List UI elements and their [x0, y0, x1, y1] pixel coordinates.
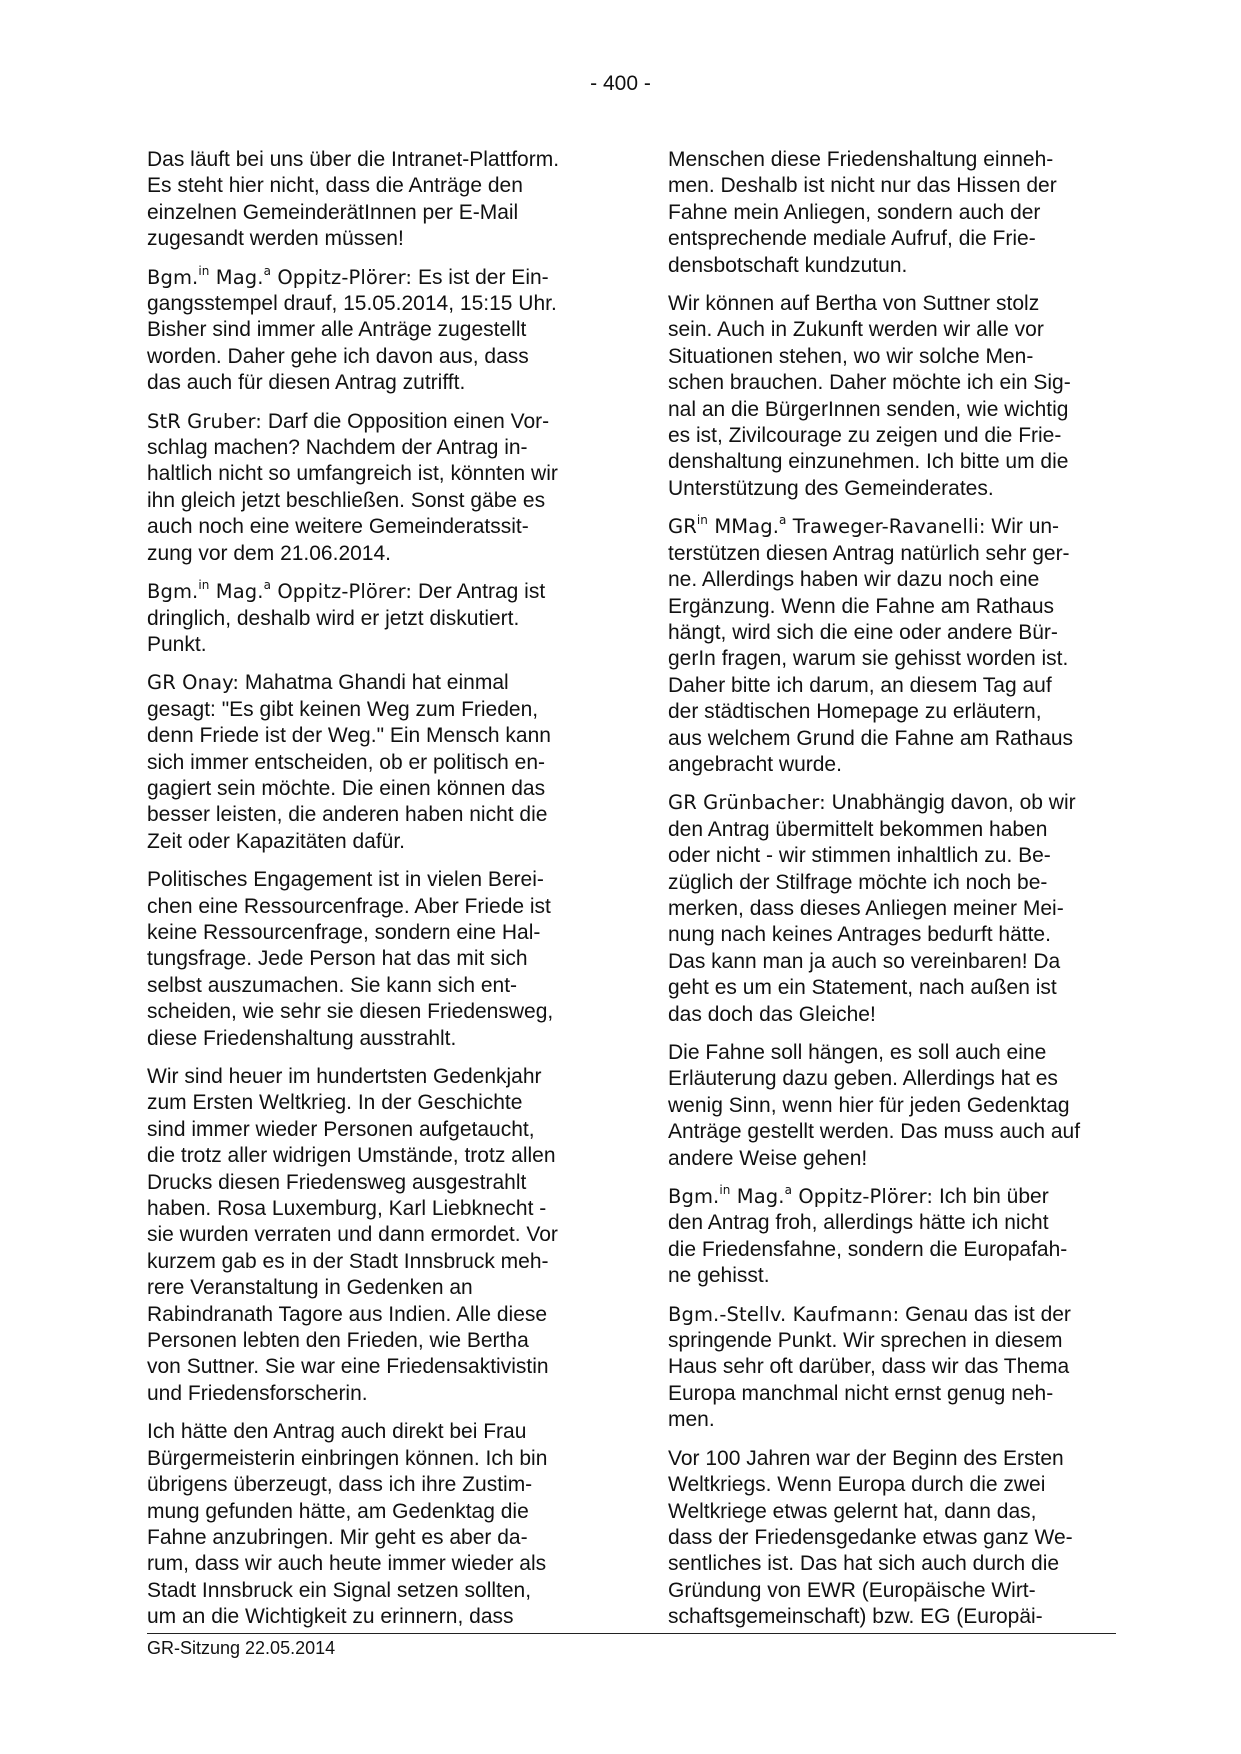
text-line: gangsstempel drauf, 15.05.2014, 15:15 Uhr. [147, 292, 557, 316]
text-line: diese Friedenshaltung ausstrahlt. [147, 1026, 457, 1050]
text-line: die trotz aller widrigen Umstände, trotz allen [147, 1144, 556, 1168]
text-line: gerIn fragen, warum sie gehisst worden ist. [668, 647, 1069, 671]
right-column [668, 147, 1118, 1643]
text-line: chen eine Ressourcenfrage. Aber Friede ist [147, 894, 551, 918]
text-line: besser leisten, die anderen haben nicht die [147, 803, 548, 827]
paragraph [668, 1184, 1118, 1290]
text-line: Zeit oder Kapazitäten dafür. [147, 829, 405, 853]
text-line: angebracht wurde. [668, 752, 842, 776]
text-line: andere Weise gehen! [668, 1146, 868, 1170]
text-line: Menschen diese Friedenshaltung einneh- [668, 148, 1054, 171]
text-line: Rabindranath Tagore aus Indien. Alle diese [147, 1302, 548, 1326]
text-line: um an die Wichtigkeit zu erinnern, dass [147, 1605, 514, 1629]
paragraph [668, 1302, 1118, 1434]
paragraph [668, 1446, 1118, 1631]
text-line: Europa manchmal nicht ernst genug neh- [668, 1381, 1054, 1405]
text-line: terstützen diesen Antrag natürlich sehr ger- [668, 541, 1070, 565]
text-line: Genau das ist der [899, 1302, 1071, 1326]
text-line: scheiden, wie sehr sie diesen Friedensweg, [147, 1000, 554, 1024]
text-line: men. [668, 1408, 715, 1432]
text-line: oder nicht - wir stimmen inhaltlich zu. Be- [668, 844, 1051, 868]
text-line: sind immer wieder Personen aufgetaucht, [147, 1117, 535, 1141]
text-line: es ist, Zivilcourage zu zeigen und die Frie- [668, 424, 1062, 448]
text-line: Drucks diesen Friedensweg ausgestrahlt [147, 1170, 527, 1194]
text-line: kurzem gab es in der Stadt Innsbruck meh- [147, 1249, 549, 1273]
text-line: den Antrag froh, allerdings hätte ich nicht [668, 1211, 1049, 1235]
text-line: schaftsgemeinschaft) bzw. EG (Europäi- [668, 1605, 1043, 1629]
text-line: auch noch eine weitere Gemeinderatssit- [147, 515, 529, 539]
text-line: denshaltung einzunehmen. Ich bitte um die [668, 450, 1069, 474]
text-line: mung gefunden hätte, am Gedenktag die [147, 1499, 529, 1523]
text-line: ne. Allerdings haben wir dazu noch eine [668, 568, 1040, 592]
text-line: Weltkriegs. Wenn Europa durch die zwei [668, 1473, 1046, 1497]
speaker-name: StR Gruber: [147, 409, 262, 433]
text-line: Wir können auf Bertha von Suttner stolz [668, 292, 1040, 316]
text-line: Situationen stehen, wo wir solche Men- [668, 344, 1034, 368]
text-line: Bürgermeisterin einbringen können. Ich bin [147, 1446, 548, 1470]
text-line: Stadt Innsbruck ein Signal setzen sollten, [147, 1578, 532, 1602]
text-line: Weltkriege etwas gelernt hat, dann das, [668, 1499, 1037, 1523]
text-line: Politisches Engagement ist in vielen Berei- [147, 868, 544, 892]
text-line: der städtischen Homepage zu erläutern, [668, 700, 1042, 724]
text-line: sentliches ist. Das hat sich auch durch die [668, 1552, 1060, 1576]
text-line: hängt, wird sich die eine oder andere Bür- [668, 620, 1058, 644]
text-line: Unterstützung des Gemeinderates. [668, 476, 994, 500]
text-line: übrigens überzeugt, dass ich ihre Zustim- [147, 1473, 533, 1497]
text-line: geht es um ein Statement, nach außen ist [668, 976, 1057, 1000]
text-line: von Suttner. Sie war eine Friedensaktivistin [147, 1355, 549, 1379]
paragraph [147, 867, 597, 1052]
text-line: haltlich nicht so umfangreich ist, könnten wir [147, 462, 558, 486]
text-line: das doch das Gleiche! [668, 1002, 876, 1026]
text-line: sie wurden verraten und dann ermordet. Vor [147, 1223, 558, 1247]
paragraph [668, 291, 1118, 502]
text-line: zugesandt werden müssen! [147, 227, 404, 251]
text-line: Das kann man ja auch so vereinbaren! Da [668, 949, 1061, 973]
paragraph [147, 1064, 597, 1407]
text-line: Fahne mein Anliegen, sondern auch der [668, 200, 1041, 224]
text-line: densbotschaft kundzutun. [668, 253, 908, 277]
text-line: Bisher sind immer alle Anträge zugestellt [147, 318, 527, 342]
text-line: Daher bitte ich darum, an diesem Tag auf [668, 673, 1052, 697]
text-line: Gründung von EWR (Europäische Wirt- [668, 1578, 1036, 1602]
text-line: gagiert sein möchte. Die einen können das [147, 776, 546, 800]
paragraph [147, 265, 597, 397]
text-line: worden. Daher gehe ich davon aus, dass [147, 344, 529, 368]
text-line: Fahne anzubringen. Mir geht es aber da- [147, 1525, 528, 1549]
speaker-name: Bgm.-Stellv. Kaufmann: [668, 1302, 900, 1326]
paragraph [147, 409, 597, 567]
text-line: keine Ressourcenfrage, sondern eine Hal- [147, 920, 541, 944]
speaker-name: Bgm.$^{in}$ Mag.$^a$ Oppitz-Plörer: [668, 1183, 934, 1209]
text-line: zung vor dem 21.06.2014. [147, 541, 392, 565]
speaker-name: GR Grünbacher: [668, 791, 826, 815]
text-line: dringlich, deshalb wird er jetzt diskutiert. [147, 606, 520, 630]
text-line: haben. Rosa Luxemburg, Karl Liebknecht - [147, 1197, 547, 1221]
paragraph [147, 147, 597, 253]
text-line: Darf die Opposition einen Vor- [261, 409, 550, 433]
paragraph [668, 514, 1118, 778]
text-line: und Friedensforscherin. [147, 1381, 368, 1405]
speaker-name: GR Onay: [147, 671, 240, 695]
text-line: züglich der Stilfrage möchte ich noch be- [668, 870, 1048, 894]
text-line: Ergänzung. Wenn die Fahne am Rathaus [668, 594, 1055, 618]
page-number: - 400 - [590, 72, 651, 95]
text-line: Es ist der Ein- [412, 265, 549, 289]
text-line: zum Ersten Weltkrieg. In der Geschichte [147, 1091, 523, 1115]
speaker-name: $GR^{in}$ MMag.$^a$ Traweger-Ravanelli: [668, 513, 986, 539]
paragraph [147, 670, 597, 855]
text-line: wenig Sinn, wenn hier für jeden Gedenktag [668, 1093, 1070, 1117]
footer-divider [147, 1633, 1116, 1634]
text-line: entsprechende mediale Aufruf, die Frie- [668, 227, 1036, 251]
speaker-name: Bgm.$^{in}$ Mag.$^a$ Oppitz-Plörer: [147, 578, 413, 604]
text-line: aus welchem Grund die Fahne am Rathaus [668, 726, 1074, 750]
text-line: Es steht hier nicht, dass die Anträge den [147, 174, 523, 198]
paragraph [147, 579, 597, 658]
text-line: ne gehisst. [668, 1264, 770, 1288]
footer-session-date: GR-Sitzung 22.05.2014 [147, 1638, 336, 1658]
text-line: rum, dass wir auch heute immer wieder als [147, 1552, 547, 1576]
paragraph [147, 1419, 597, 1630]
text-line: Wir un- [985, 515, 1060, 539]
text-line: gesagt: "Es gibt keinen Weg zum Frieden, [147, 697, 539, 721]
text-line: einzelnen GemeinderätInnen per E-Mail [147, 200, 519, 224]
text-line: Der Antrag ist [412, 580, 546, 604]
text-line: nung nach keines Antrages bedurft hätte. [668, 923, 1051, 947]
text-line: Ich bin über [933, 1185, 1049, 1209]
text-line: Das läuft bei uns über die Intranet-Plattform. [147, 148, 560, 171]
text-line: Personen lebten den Frieden, wie Bertha [147, 1329, 529, 1353]
text-line: sein. Auch in Zukunft werden wir alle vor [668, 318, 1044, 342]
text-line: den Antrag übermittelt bekommen haben [668, 817, 1048, 841]
text-line: Unabhängig davon, ob wir [825, 791, 1076, 815]
text-line: merken, dass dieses Anliegen meiner Mei- [668, 896, 1064, 920]
text-line: Punkt. [147, 632, 207, 656]
text-line: Erläuterung dazu geben. Allerdings hat es [668, 1067, 1058, 1091]
text-line: dass der Friedensgedanke etwas ganz We- [668, 1525, 1073, 1549]
text-line: nal an die BürgerInnen senden, wie wichtig [668, 397, 1069, 421]
text-line: schlag machen? Nachdem der Antrag in- [147, 436, 528, 460]
text-line: das auch für diesen Antrag zutrifft. [147, 371, 466, 395]
text-line: springende Punkt. Wir sprechen in diesem [668, 1329, 1063, 1353]
text-line: die Friedensfahne, sondern die Europafah- [668, 1237, 1068, 1261]
paragraph [668, 790, 1118, 1028]
text-line: selbst auszumachen. Sie kann sich ent- [147, 973, 518, 997]
text-line: denn Friede ist der Weg." Ein Mensch kann [147, 724, 551, 748]
text-line: rere Veranstaltung in Gedenken an [147, 1276, 473, 1300]
text-line: Mahatma Ghandi hat einmal [239, 671, 509, 695]
text-line: Anträge gestellt werden. Das muss auch auf [668, 1120, 1081, 1144]
paragraph [668, 147, 1118, 279]
text-line: schen brauchen. Daher möchte ich ein Sig- [668, 371, 1071, 395]
paragraph [668, 1040, 1118, 1172]
text-line: Haus sehr oft darüber, dass wir das Thema [668, 1355, 1070, 1379]
text-line: Ich hätte den Antrag auch direkt bei Frau [147, 1420, 527, 1444]
speaker-name: Bgm.$^{in}$ Mag.$^a$ Oppitz-Plörer: [147, 263, 413, 289]
text-line: Die Fahne soll hängen, es soll auch eine [668, 1041, 1047, 1064]
text-line: tungsfrage. Jede Person hat das mit sich [147, 947, 528, 971]
text-line: ihn gleich jetzt beschließen. Sonst gäbe es [147, 488, 546, 512]
text-line: men. Deshalb ist nicht nur das Hissen der [668, 174, 1057, 198]
text-line: Vor 100 Jahren war der Beginn des Ersten [668, 1446, 1064, 1470]
text-line: Wir sind heuer im hundertsten Gedenkjahr [147, 1065, 542, 1088]
text-line: sich immer entscheiden, ob er politisch en- [147, 750, 546, 774]
left-column [147, 147, 597, 1643]
